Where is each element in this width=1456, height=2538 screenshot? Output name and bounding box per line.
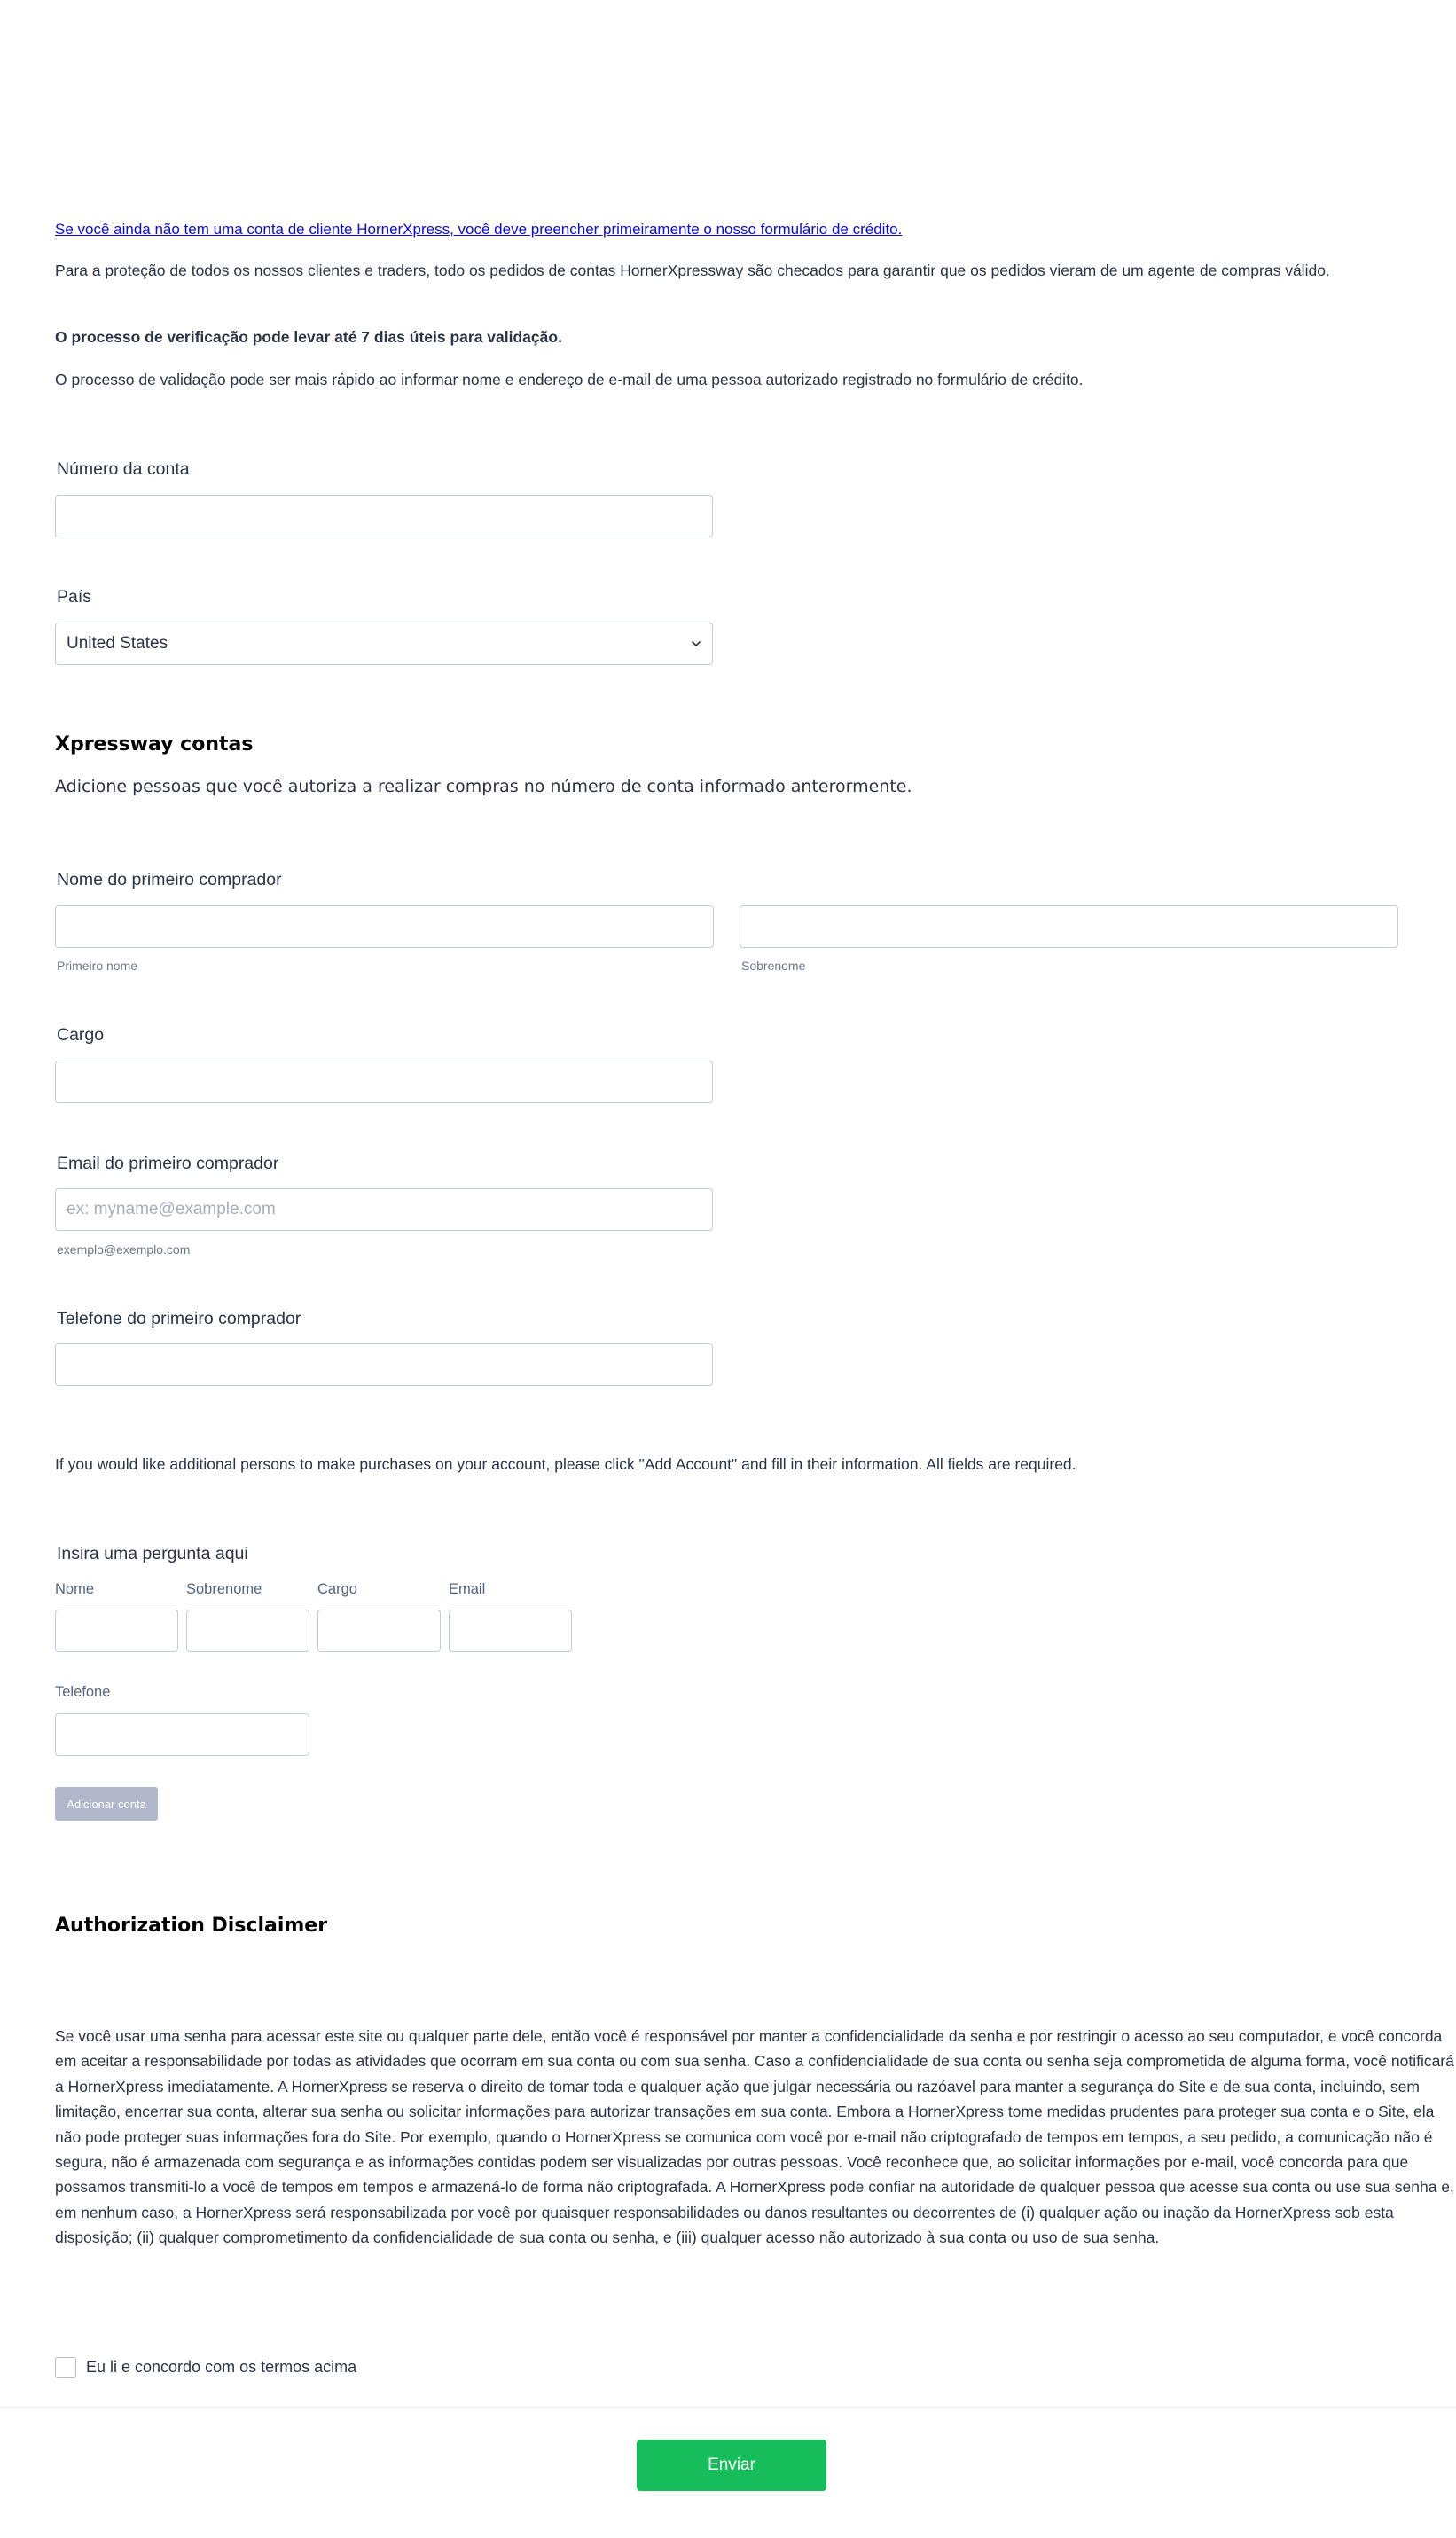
footer-divider [0,2407,1456,2408]
account-number-input[interactable] [55,495,713,537]
country-select-value: United States [67,634,168,653]
position-input[interactable] [55,1061,713,1103]
buyer-phone-input[interactable] [55,1343,713,1386]
buyer-email-label: Email do primeiro comprador [57,1154,279,1173]
country-label: País [57,587,92,607]
intro-paragraph: Para a proteção de todos os nossos clientes e traders, todo os pedidos de contas HornerXpressway são checados para garantir que os pedidos vieram de um agente de compras válido. [55,262,1330,279]
first-name-sublabel: Primeiro nome [57,959,138,973]
additional-phone-label: Telefone [55,1684,111,1700]
credit-form-link[interactable]: Se você ainda não tem uma conta de cliente HornerXpress, você deve preencher primeiramente o nosso formulário de crédito. [55,221,903,238]
agree-checkbox[interactable] [55,2357,76,2378]
column-position-label: Cargo [317,1581,357,1597]
column-name-label: Nome [55,1581,95,1597]
column-email-label: Email [449,1581,486,1597]
section-subtitle: Adicione pessoas que você autoriza a realizar compras no número de conta informado anterormente. [55,777,912,796]
buyer-email-input[interactable] [55,1188,713,1231]
section-title: Xpressway contas [55,733,254,756]
account-number-label: Número da conta [57,459,190,479]
column-surname-label: Sobrenome [186,1581,262,1597]
additional-accounts-note: If you would like additional persons to make purchases on your account, please click "Add Account" and fill in their information. All fields are required. [55,1455,1076,1473]
verification-notice: O processo de verificação pode levar até 7 dias úteis para validação. [55,328,562,346]
last-name-input[interactable] [740,905,1398,948]
additional-phone-input[interactable] [55,1713,309,1756]
additional-position-input[interactable] [317,1610,441,1652]
buyer-phone-label: Telefone do primeiro comprador [57,1309,301,1328]
disclaimer-title: Authorization Disclaimer [55,1915,328,1937]
additional-question-label: Insira uma pergunta aqui [57,1544,248,1563]
buyer-email-sublabel: exemplo@exemplo.com [57,1242,191,1257]
first-name-input[interactable] [55,905,714,948]
country-select[interactable] [55,623,713,665]
additional-name-input[interactable] [55,1610,178,1652]
add-account-button[interactable]: Adicionar conta [55,1787,158,1821]
agree-label: Eu li e concordo com os termos acima [86,2358,357,2376]
submit-button[interactable]: Enviar [637,2440,826,2491]
chevron-down-icon [691,638,701,649]
last-name-sublabel: Sobrenome [741,959,806,973]
buyer-name-label: Nome do primeiro comprador [57,870,282,889]
validation-note: O processo de validação pode ser mais rápido ao informar nome e endereço de e-mail de uma pessoa autorizado registrado no formulário de crédito. [55,371,1084,388]
disclaimer-text: Se você usar uma senha para acessar este site ou qualquer parte dele, então você é responsável por manter a confidencialidade da senha e por restringir o acesso ao seu computador, e você concorda em aceitar a responsabilidade por todas as atividades que ocorram em sua conta ou com sua senha. Caso a confidencialidade de sua conta ou senha seja comprometida de alguma forma, você notificará a HornerXpress imediatamente. A HornerXpress se reserva o direito de tomar toda e qualquer ação que julgar necessária ou razóavel para manter a segurança do Site e de sua conta, incluindo, sem limitação, encerrar sua conta, alterar sua senha ou solicitar informações para autorizar transações em sua conta. Embora a HornerXpress tome medidas prudentes para proteger sua conta e o Site, ela não pode proteger suas informações fora do Site. Por exemplo, quando o HornerXpress se comunica com você por e-mail não criptografado de tempos em tempos, a seu pedido, a comunicação não é segura, não é armazenada com segurança e as informações contidas podem ser visualizadas por outras pessoas. Você reconhece que, ao solicitar informações por e-mail, você concorda para que possamos transmiti-lo a você de tempos em tempos e armazená-lo de forma não criptografada. A HornerXpress pode confiar na autoridade de qualquer pessoa que acesse sua conta ou use sua senha e, em nenhum caso, a HornerXpress será responsabilizada por você por quaisquer responsabilidades ou danos resultantes ou decorrentes de (i) qualquer ação ou inação da HornerXpress sob esta disposição; (ii) qualquer comprometimento da confidencialidade de sua conta ou senha, e (iii) qualquer acesso não autorizado à sua conta ou uso de sua senha. [55,2027,1454,2247]
additional-email-input[interactable] [449,1610,572,1652]
position-label: Cargo [57,1025,105,1045]
additional-surname-input[interactable] [186,1610,309,1652]
